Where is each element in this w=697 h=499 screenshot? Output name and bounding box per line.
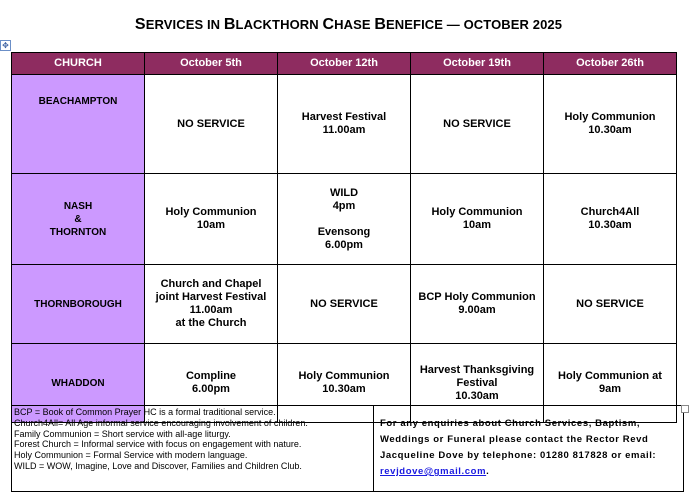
note-line: BCP = Book of Common Prayer HC is a formal traditional service. — [14, 407, 276, 417]
service-cell: Harvest Thanksgiving Festival 10.30am — [411, 344, 544, 423]
table-row — [12, 265, 677, 344]
church-name-cell: THORNBOROUGH — [12, 265, 145, 344]
service-cell: Holy Communion 10am — [411, 174, 544, 265]
table-header-row — [12, 53, 677, 75]
service-cell: WILD 4pm Evensong 6.00pm — [278, 174, 411, 265]
glossary-notes — [11, 405, 373, 492]
service-cell: NO SERVICE — [278, 265, 411, 344]
note-line: Holy Communion = Formal Service with modern language. — [14, 450, 248, 461]
header-oct-12: October 12th — [278, 53, 411, 75]
resize-handle-icon[interactable] — [681, 405, 689, 413]
church-name-cell: NASH & THORNTON — [12, 174, 145, 265]
header-church: CHURCH — [12, 53, 145, 75]
email-link[interactable]: revjdove@gmail.com — [380, 466, 487, 477]
service-cell: Holy Communion at 9am — [544, 344, 677, 423]
service-cell: Church4All 10.30am — [544, 174, 677, 265]
contact-box: For any enquiries about Church Services, Baptism, Weddings or Funeral please contact the Rector Revd Jacqueline Dove by telephone: 01280 817828 or email: revjdove@gmail.com. — [373, 405, 684, 492]
header-oct-26: October 26th — [544, 53, 677, 75]
services-table — [11, 52, 677, 423]
header-oct-19: October 19th — [411, 53, 544, 75]
header-oct-5: October 5th — [145, 53, 278, 75]
service-cell: NO SERVICE — [544, 265, 677, 344]
service-cell: Harvest Festival 11.00am — [278, 75, 411, 174]
service-cell: Holy Communion 10am — [145, 174, 278, 265]
service-cell: Compline 6.00pm — [145, 344, 278, 423]
service-cell: NO SERVICE — [411, 75, 544, 174]
note-line: Family Communion = Short service with all-age liturgy. — [14, 428, 231, 439]
church-name-cell: BEACHAMPTON — [12, 75, 145, 174]
church-name-cell: WHADDON — [12, 344, 145, 423]
note-line: WILD = WOW, Imagine, Love and Discover, Families and Children Club. — [14, 460, 302, 471]
table-row — [12, 75, 677, 174]
contact-text: For any enquiries about Church Services, Baptism, Weddings or Funeral please contact the Rector Revd Jacqueline Dove by telephone: 01280 817828 or email: — [380, 418, 657, 461]
note-line: Forest Church = Informal service with focus on engagement with nature. — [14, 439, 302, 450]
service-cell: Holy Communion 10.30am — [278, 344, 411, 423]
service-cell: BCP Holy Communion 9.00am — [411, 265, 544, 344]
service-cell: NO SERVICE — [145, 75, 278, 174]
note-line: Church4All= All Age informal service encouraging involvement of children. — [14, 417, 308, 428]
page-title: SERVICES IN BLACKTHORN CHASE BENEFICE — OCTOBER 2025 — [134, 16, 563, 33]
table-move-handle-icon[interactable]: ✥ — [0, 40, 11, 51]
table-row — [12, 174, 677, 265]
service-cell: Holy Communion 10.30am — [544, 75, 677, 174]
service-cell: Church and Chapel joint Harvest Festival 11.00am at the Church — [145, 265, 278, 344]
